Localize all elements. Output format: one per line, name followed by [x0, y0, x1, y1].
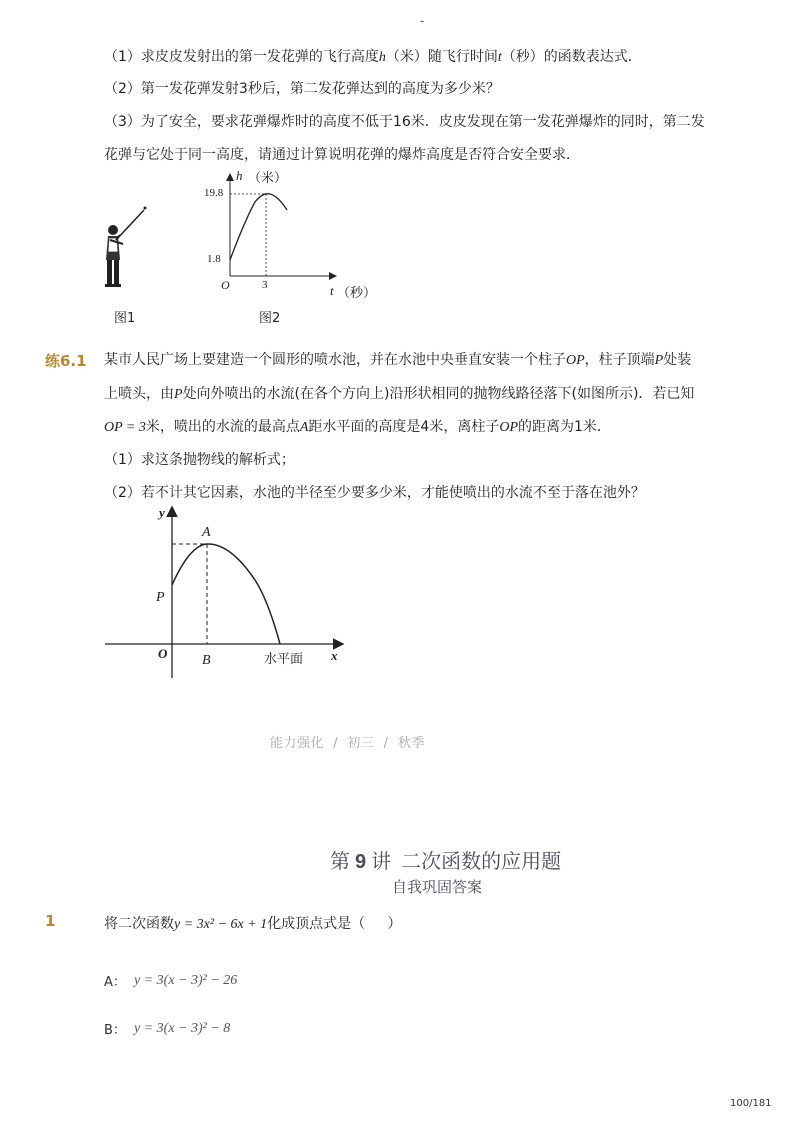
fig2-x-unit: （秒）: [337, 286, 377, 301]
practice-line-2: 上喷头，由P处向外喷出的水流(在各个方向上)沿形状相同的抛物线路径落下(如图所示)．若已知: [104, 386, 695, 402]
practice-label: 练6.1: [45, 352, 87, 370]
fig2-x-var: t: [330, 283, 334, 298]
practice-line-3: OP = 3米，喷出的水流的最高点A距水平面的高度是4米，离柱子OP的距离为1米．: [104, 419, 611, 435]
practice-point-a: A: [202, 525, 211, 540]
practice-figure: [100, 500, 360, 685]
fig2-y-tick-bottom: 1.8: [207, 253, 221, 265]
option-b-label: B：: [104, 1023, 126, 1038]
fig2-origin: O: [221, 278, 230, 292]
option-a-expr: y = 3(x − 3)² − 26: [134, 973, 238, 988]
practice-line-1: 某市人民广场上要建造一个圆形的喷水池，并在水池中央垂直安装一个柱子OP，柱子顶端P处装: [104, 352, 692, 368]
question-3-line1: （3）为了安全，要求花弹爆炸时的高度不低于16米．皮皮发现在第一发花弹爆炸的同时，第二发: [104, 114, 705, 130]
practice-x-label: x: [331, 648, 338, 663]
figure-1-person: [98, 200, 158, 295]
question-3-line2: 花弹与它处于同一高度，请通过计算说明花弹的爆炸高度是否符合安全要求．: [104, 147, 580, 163]
practice-point-o: O: [158, 646, 168, 661]
fig2-y-tick-top: 19.8: [204, 187, 224, 199]
practice-water-label: 水平面: [264, 652, 304, 667]
lecture-title: 第 9 讲 二次函数的应用题: [330, 851, 562, 873]
question-2: （2）第一发花弹发射3秒后，第二发花弹达到的高度为多少米？: [104, 81, 500, 97]
practice-point-p: P: [156, 590, 165, 605]
header-mark: -: [420, 14, 425, 28]
figure-2-caption: 图2: [259, 311, 281, 326]
option-b-expr: y = 3(x − 3)² − 8: [134, 1021, 231, 1036]
practice-q1: （1）求这条抛物线的解析式；: [104, 452, 295, 468]
fig2-y-unit: （米）: [248, 171, 288, 186]
fig2-y-var: h: [236, 168, 243, 183]
practice-y-label: y: [159, 505, 165, 520]
practice-point-b: B: [202, 653, 211, 668]
question-1: （1）求皮皮发射出的第一发花弹的飞行高度h（米）随飞行时间t（秒）的函数表达式．: [104, 49, 642, 65]
figure-1-caption: 图1: [114, 311, 136, 326]
page-number: 100/181: [730, 1098, 772, 1109]
question-number: 1: [45, 912, 56, 930]
practice-q2: （2）若不计其它因素，水池的半径至少要多少米，才能使喷出的水流不至于落在池外？: [104, 485, 645, 501]
footer-tag: 能力强化 / 初三 / 秋季: [270, 736, 425, 751]
lecture-subtitle: 自我巩固答案: [392, 880, 483, 896]
question-stem: 将二次函数y = 3x² − 6x + 1化成顶点式是（ ）: [104, 916, 402, 932]
option-a-label: A：: [104, 975, 126, 990]
fig2-x-tick: 3: [262, 279, 268, 291]
